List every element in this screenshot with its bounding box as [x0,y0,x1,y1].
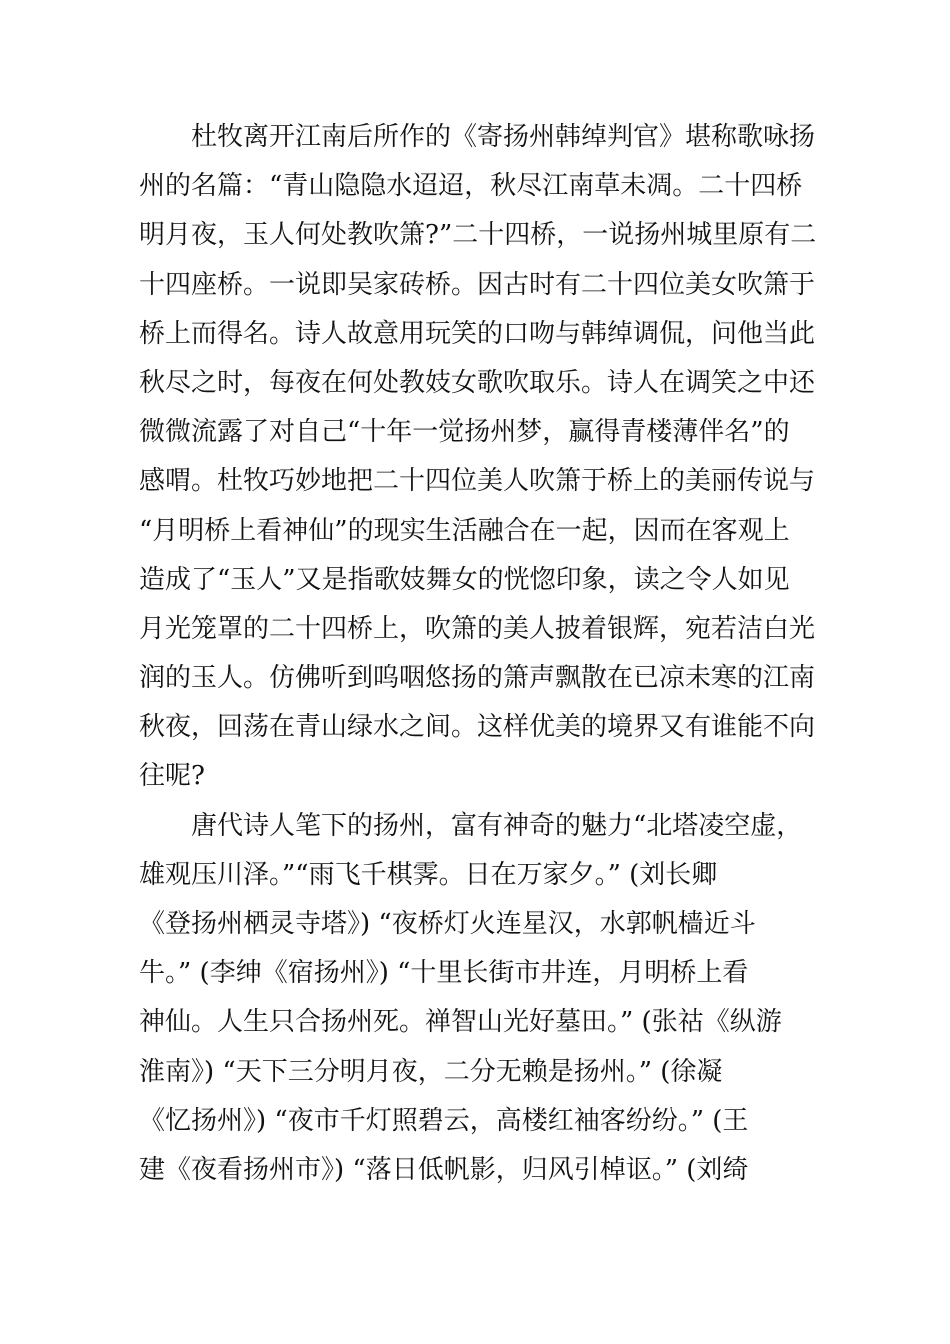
body-text [139,113,819,1195]
paragraph-1-line-5: 桥上而得名。诗人故意用玩笑的口吻与韩绰调侃，问他当此 [139,318,816,349]
paragraph-2-line-3: 《登扬州栖灵寺塔》) “夜桥灯火连星汉，水郭帆樯近斗 [139,909,756,939]
paragraph-2-line-1: 唐代诗人笔下的扬州，富有神奇的魅力“北塔凌空虚， [191,810,803,841]
paragraph-2-line-4: 牛。” (李绅《宿扬州》) “十里长街市井连，月明桥上看 [139,958,749,989]
paragraph-1-line-4: 十四座桥。一说即吴家砖桥。因古时有二十四位美女吹箫于 [139,269,816,300]
paragraph-1-line-9: “月明桥上看神仙”的现实生活融合在一起，因而在客观上 [139,515,790,546]
paragraph-1-line-6: 秋尽之时，每夜在何处教妓女歌吹取乐。诗人在调笑之中还 [139,367,816,398]
paragraph-1-line-11: 月光笼罩的二十四桥上，吹箫的美人披着银辉，宛若洁白光 [139,613,816,644]
paragraph-1-line-12: 润的玉人。仿佛听到呜咽悠扬的箫声飘散在已凉未寒的江南 [139,663,816,694]
paragraph-1-line-8: 感喟。杜牧巧妙地把二十四位美人吹箫于桥上的美丽传说与 [139,466,816,497]
paragraph-2-line-7: 《忆扬州》) “夜市千灯照碧云，高楼红袖客纷纷。” (王 [139,1105,749,1136]
paragraph-2-line-6: 淮南》) “天下三分明月夜，二分无赖是扬州。” (徐凝 [139,1056,723,1087]
paragraph-1-line-7: 微微流露了对自己“十年一觉扬州梦，赢得青楼薄伴名”的 [139,417,790,448]
paragraph-1-line-2: 州的名篇：“青山隐隐水迢迢，秋尽江南草未凋。二十四桥 [139,171,803,202]
paragraph-1-line-3: 明月夜，玉人何处教吹箫?”二十四桥，一说扬州城里原有二 [139,220,817,251]
paragraph-2-line-2: 雄观压川泽。”“雨飞千棋霁。日在万家夕。” (刘长卿 [139,859,718,890]
paragraph-2-line-8: 建《夜看扬州市》) “落日低帆影，归风引棹讴。” (刘绮 [139,1154,749,1185]
paragraph-1-line-10: 造成了“玉人”又是指歌妓舞女的恍惚印象，读之令人如见 [139,564,790,595]
paragraph-2-line-5: 神仙。人生只合扬州死。禅智山光好墓田。” (张祜《纵游 [139,1007,782,1038]
paragraph-1-line-13: 秋夜，回荡在青山绿水之间。这样优美的境界又有谁能不向 [139,712,816,743]
paragraph-1-line-1: 杜牧离开江南后所作的《寄扬州韩绰判官》堪称歌咏扬 [191,122,816,152]
paragraph-1-line-14: 往呢? [139,761,205,792]
